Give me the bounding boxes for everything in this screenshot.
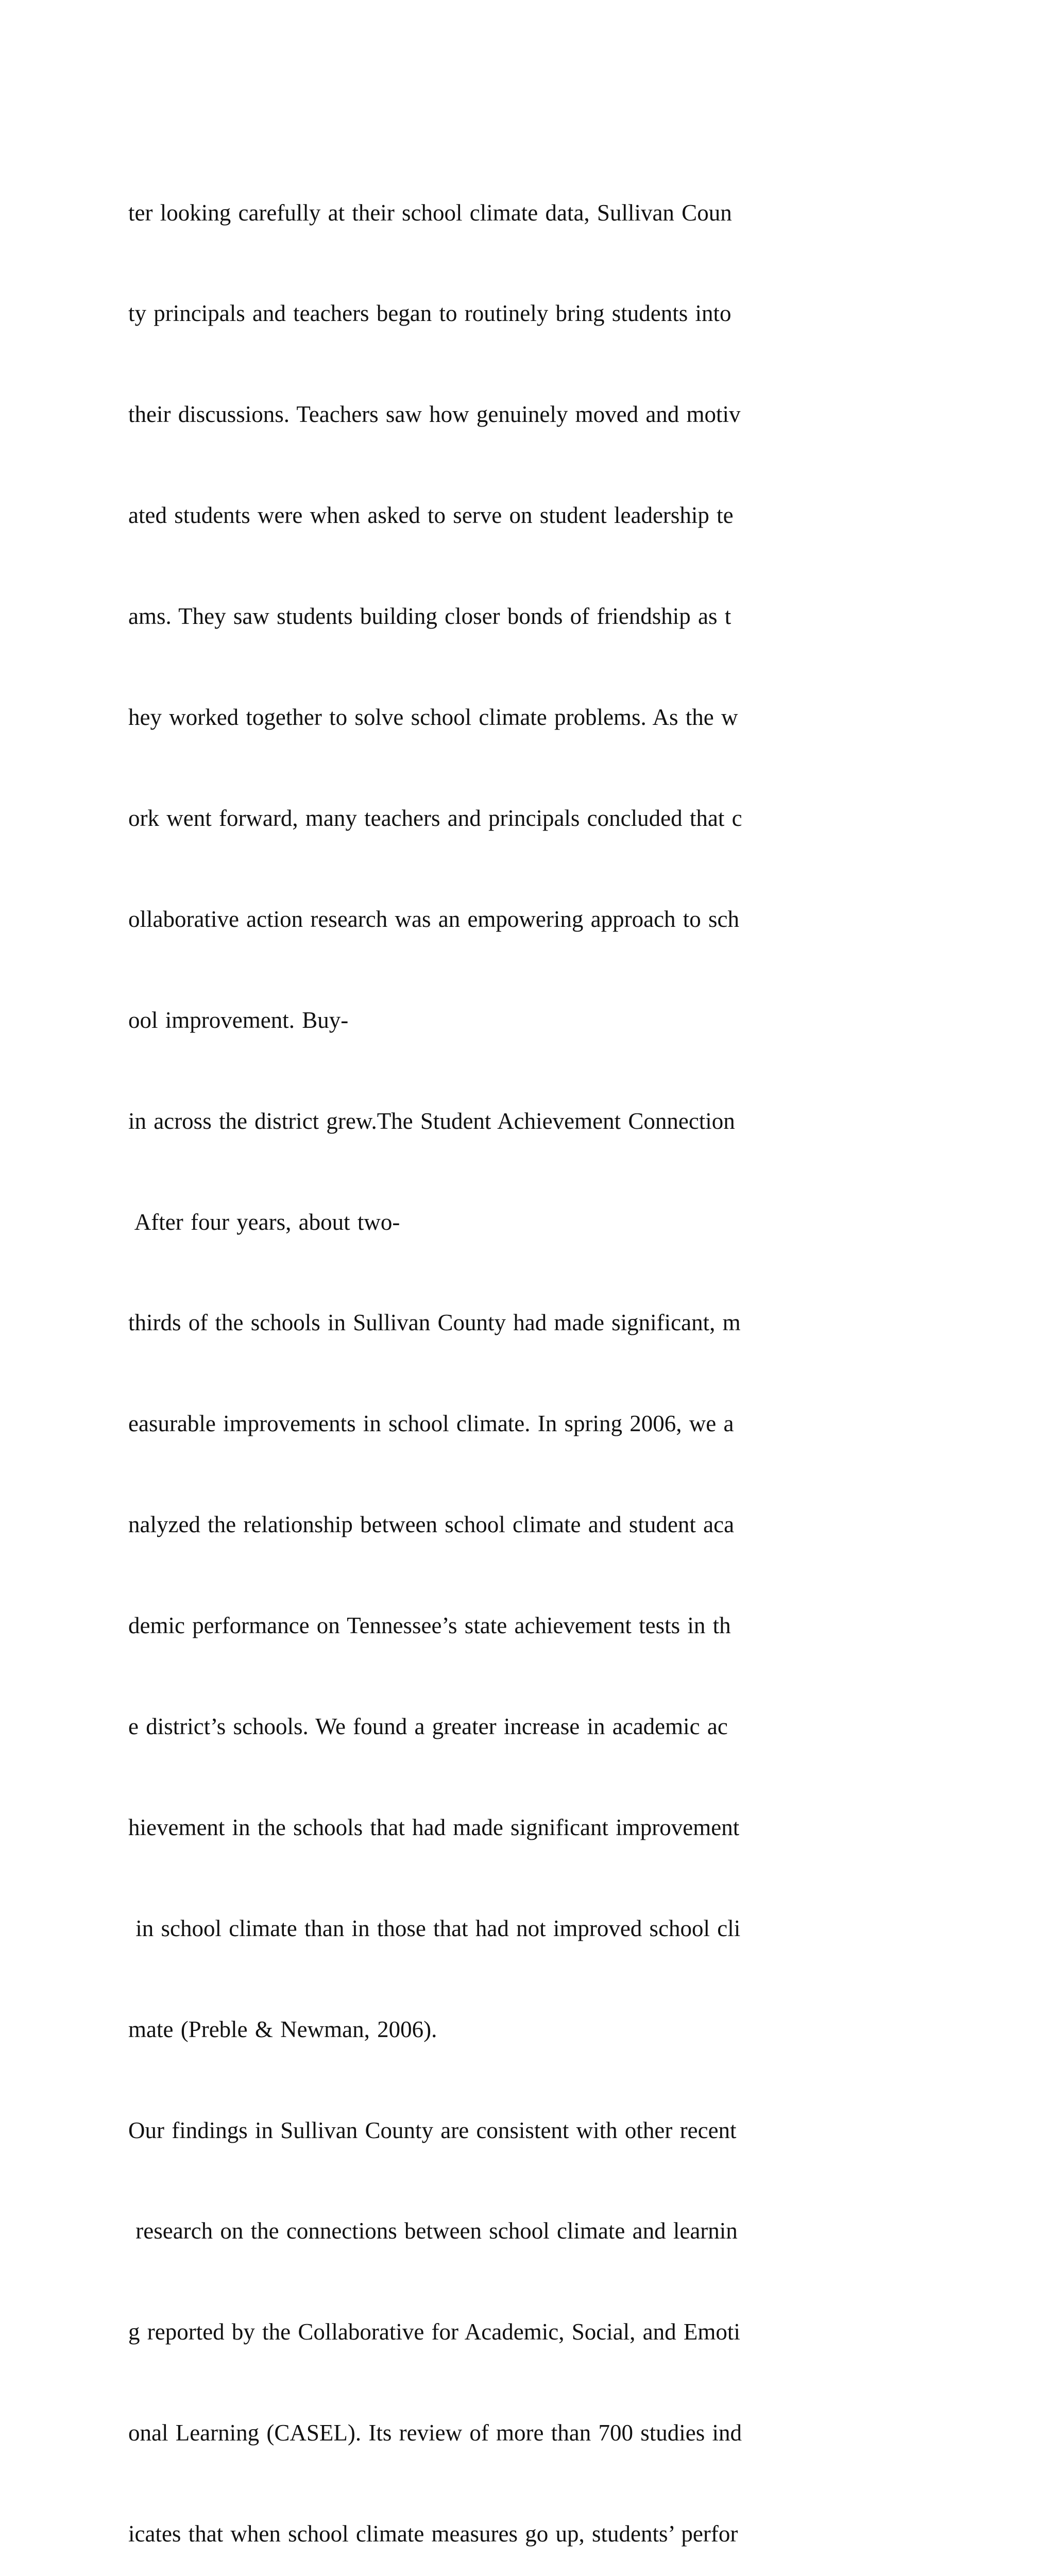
text-line: onal Learning (CASEL). Its review of more than 700 studies ind <box>128 2420 742 2446</box>
text-line: in across the district grew.The Student Achievement Connection <box>128 1108 735 1134</box>
text-line: icates that when school climate measures go up, students’ perfor <box>128 2521 738 2547</box>
text-line: ty principals and teachers began to routinely bring students into <box>128 300 731 327</box>
text-line: ams. They saw students building closer bonds of friendship as t <box>128 603 731 630</box>
text-line: ollaborative action research was an empowering approach to sch <box>128 906 740 932</box>
text-line: After four years, about two- <box>128 1209 400 1235</box>
text-line: in school climate than in those that had not improved school cli <box>128 1915 741 1941</box>
text-line: hey worked together to solve school climate problems. As the w <box>128 704 738 731</box>
text-line: e district’s schools. We found a greater increase in academic ac <box>128 1713 728 1739</box>
text-line: nalyzed the relationship between school climate and student aca <box>128 1512 735 1538</box>
text-line: thirds of the schools in Sullivan County had made significant, m <box>128 1310 741 1336</box>
text-line: demic performance on Tennessee’s state achievement tests in th <box>128 1613 731 1639</box>
text-line: mate (Preble & Newman, 2006). <box>128 2016 437 2042</box>
text-line: ated students were when asked to serve on student leadership te <box>128 502 734 529</box>
text-line: Our findings in Sullivan County are consistent with other recent <box>128 2117 737 2143</box>
text-line: easurable improvements in school climate. In spring 2006, we a <box>128 1411 734 1437</box>
text-line: ter looking carefully at their school climate data, Sullivan Coun <box>128 199 732 226</box>
text-line: ork went forward, many teachers and principals concluded that c <box>128 805 742 831</box>
body-text <box>128 129 932 2576</box>
text-line: hievement in the schools that had made significant improvement <box>128 1814 740 1840</box>
text-line: research on the connections between school climate and learnin <box>128 2218 738 2244</box>
text-line: their discussions. Teachers saw how genuinely moved and motiv <box>128 401 741 428</box>
text-line: g reported by the Collaborative for Academic, Social, and Emoti <box>128 2319 740 2345</box>
text-line: ool improvement. Buy- <box>128 1007 349 1033</box>
